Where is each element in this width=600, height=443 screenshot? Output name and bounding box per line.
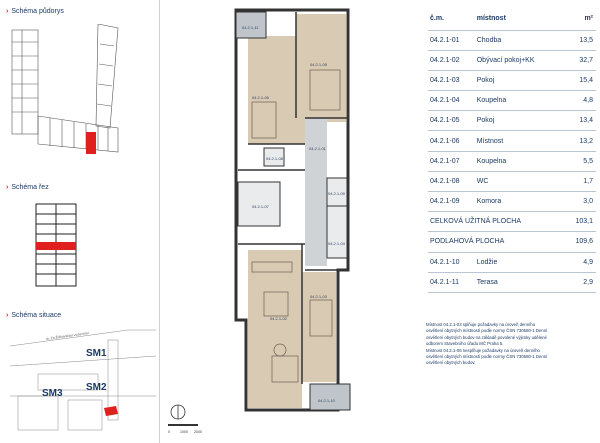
cell-name: Chodba xyxy=(475,30,563,50)
schema-rez-title: › Schéma řez xyxy=(6,184,49,191)
cell-num: 04.2.1-08 xyxy=(428,171,475,191)
floor-plan-area xyxy=(160,0,418,443)
cell-name: Pokoj xyxy=(475,70,563,90)
street-label: ul. Za Žižkovskou vozovnou xyxy=(45,331,89,341)
floor-room-03 xyxy=(302,272,336,382)
table-row xyxy=(428,50,596,70)
cell-area: 15,4 xyxy=(563,70,596,90)
room-label-02: 04.2.1-02 xyxy=(270,316,287,321)
total-area: 103,1 xyxy=(563,212,596,232)
room-label-05: 04.2.1-05 xyxy=(310,62,327,67)
cell-name: Místnost xyxy=(475,131,563,151)
section-schema xyxy=(34,202,84,290)
cell-name: Terasa xyxy=(475,272,563,292)
total-label: CELKOVÁ UŽITNÁ PLOCHA xyxy=(428,212,563,232)
cell-name: WC xyxy=(475,171,563,191)
cell-num: 04.2.1-02 xyxy=(428,50,475,70)
floor-hall xyxy=(305,118,327,266)
cell-num: 04.2.1-07 xyxy=(428,151,475,171)
cell-area: 1,7 xyxy=(563,171,596,191)
table-row xyxy=(428,30,596,50)
cell-name: Pokoj xyxy=(475,111,563,131)
cell-num: 04.2.1-09 xyxy=(428,192,475,212)
chevron-right-icon: › xyxy=(6,312,9,319)
cell-num: 04.2.1-04 xyxy=(428,91,475,111)
building-highlight xyxy=(104,406,118,416)
daylight-note: Místnost 04.2.1-03 splňuje požadavky na úroveň denního osvětlení obytných místností podle normy ČSN 730580-1 Denní osvětlení obytných budov na základě povolené výjimky udělené odborem Stavebního úřadu MČ Praha 5. Místnost 04.2.1-06 nesplňuje požadavky na úroveň denního osvětlení obytných místností podle normy ČSN 730580-1 Denní osvětlení obytných budov. xyxy=(426,322,548,366)
table-row xyxy=(428,70,596,90)
building-label-sm1: SM1 xyxy=(86,348,107,359)
table-row xyxy=(428,171,596,191)
table-row xyxy=(428,111,596,131)
room-table-column xyxy=(418,0,600,443)
chevron-right-icon: › xyxy=(6,8,9,15)
site-schema xyxy=(8,326,158,438)
table-row xyxy=(428,192,596,212)
cell-name: Koupelna xyxy=(475,151,563,171)
table-row xyxy=(428,131,596,151)
total-label: PODLAHOVÁ PLOCHA xyxy=(428,232,563,252)
room-label-11: 04.2.1-11 xyxy=(242,25,259,30)
room-label-04: 04.2.1-04 xyxy=(328,241,345,246)
cell-name: Komora xyxy=(475,192,563,212)
cell-num: 04.2.1-11 xyxy=(428,272,475,292)
chevron-right-icon: › xyxy=(6,184,9,191)
cell-area: 13,4 xyxy=(563,111,596,131)
header-num: č.m. xyxy=(428,8,475,30)
floor-room-02 xyxy=(248,250,302,408)
cell-area: 13,5 xyxy=(563,30,596,50)
room-label-01: 04.2.1-01 xyxy=(309,146,326,151)
scale-label-0: 0 xyxy=(168,430,170,434)
room-label-06: 04.2.1-06 xyxy=(252,95,269,100)
floor-room-05 xyxy=(296,14,346,122)
room-label-09: 04.2.1-09 xyxy=(328,191,345,196)
header-area: m² xyxy=(563,8,596,30)
cell-area: 13,2 xyxy=(563,131,596,151)
floor-highlight xyxy=(36,242,76,250)
cell-area: 3,0 xyxy=(563,192,596,212)
north-arrow-icon xyxy=(171,405,185,419)
bathroom-04 xyxy=(327,206,347,258)
total-row-usable xyxy=(428,212,596,232)
total-row-floor xyxy=(428,232,596,252)
cell-num: 04.2.1-06 xyxy=(428,131,475,151)
header-name: místnost xyxy=(475,8,563,30)
table-row xyxy=(428,252,596,272)
cell-name: Lodžie xyxy=(475,252,563,272)
room-label-03: 04.2.1-03 xyxy=(310,294,327,299)
apartment-highlight xyxy=(86,132,96,154)
cell-num: 04.2.1-03 xyxy=(428,70,475,90)
room-table xyxy=(428,8,596,293)
cell-name: Obývací pokoj+KK xyxy=(475,50,563,70)
room-label-10: 04.2.1-10 xyxy=(318,398,335,403)
cell-area: 5,5 xyxy=(563,151,596,171)
loggia-10 xyxy=(310,384,350,410)
cell-num: 04.2.1-05 xyxy=(428,111,475,131)
cell-area: 4,9 xyxy=(563,252,596,272)
table-row xyxy=(428,272,596,292)
schema-column xyxy=(0,0,160,443)
cell-area: 4,8 xyxy=(563,91,596,111)
scale-label-1000: 1000 xyxy=(180,430,188,434)
table-row xyxy=(428,151,596,171)
table-header-row xyxy=(428,8,596,30)
cell-name: Koupelna xyxy=(475,91,563,111)
cell-area: 2,9 xyxy=(563,272,596,292)
floorplan-schema xyxy=(10,24,125,164)
cell-area: 32,7 xyxy=(563,50,596,70)
room-label-07: 04.2.1-07 xyxy=(252,204,269,209)
floor-plan xyxy=(160,0,418,443)
building-label-sm3: SM3 xyxy=(42,388,63,399)
table-row xyxy=(428,91,596,111)
schema-situace-title: › Schéma situace xyxy=(6,312,62,319)
cell-num: 04.2.1-10 xyxy=(428,252,475,272)
total-area: 109,6 xyxy=(563,232,596,252)
cell-num: 04.2.1-01 xyxy=(428,30,475,50)
room-label-08: 04.2.1-08 xyxy=(266,156,283,161)
building-label-sm2: SM2 xyxy=(86,382,107,393)
scale-label-2000: 2000 xyxy=(194,430,202,434)
scale-bar xyxy=(168,424,202,434)
schema-pudorys-title: › Schéma půdorys xyxy=(6,8,64,15)
